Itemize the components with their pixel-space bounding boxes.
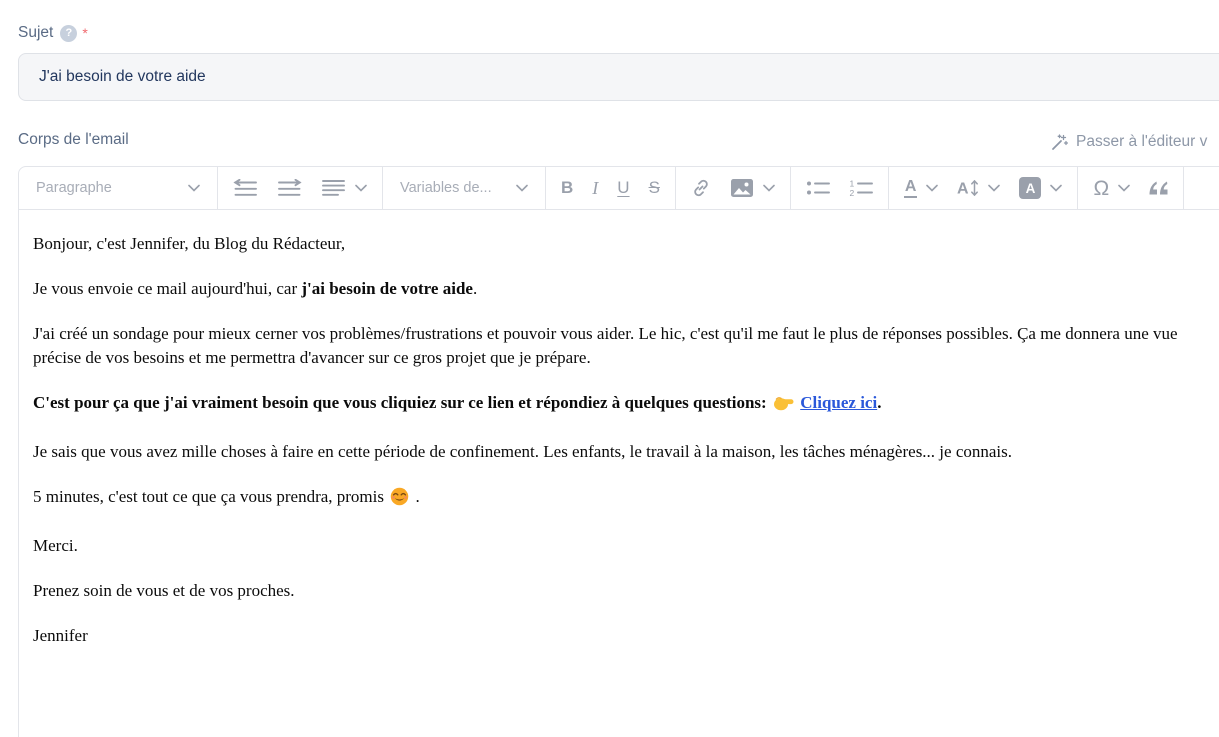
body-text-bold: . xyxy=(877,393,882,412)
chevron-down-icon xyxy=(355,184,367,192)
switch-editor-link[interactable] xyxy=(1051,133,1207,151)
body-text: Je sais que vous avez mille choses à faire en cette période de confinement. Les enfants, le travail à la maison, les tâches ménagères... je connais. xyxy=(33,442,1013,461)
smile-emoji xyxy=(390,487,409,513)
variables-value: Variables de... xyxy=(400,180,492,196)
svg-text:1: 1 xyxy=(849,179,855,189)
bullet-list-button[interactable] xyxy=(806,179,830,197)
body-text: Merci. xyxy=(33,536,78,555)
highlight-color-dropdown[interactable] xyxy=(1019,177,1062,199)
indent-icon xyxy=(277,179,302,197)
link-button[interactable] xyxy=(691,178,711,198)
body-text: Bonjour, c'est Jennifer, du Blog du Rédacteur, xyxy=(33,234,346,253)
editor-toolbar xyxy=(18,166,1219,210)
body-paragraph xyxy=(33,440,1212,464)
font-color-dropdown[interactable] xyxy=(904,179,939,198)
body-text: J'ai créé un sondage pour mieux cerner vos problèmes/frustrations et pouvoir vous aider. Le hic, c'est qu'il me faut le plus de réponses possibles. Ça me donnera une vue précise de vos besoins et me permettra d'avancer sur ce gros projet que je prépare. xyxy=(33,324,1178,367)
numbered-list-button[interactable] xyxy=(849,179,873,197)
subject-label-row xyxy=(18,24,88,42)
outdent-icon xyxy=(233,179,258,197)
body-text-bold: C'est pour ça que j'ai vraiment besoin que vous cliquiez sur ce lien et répondiez à quelques questions: xyxy=(33,393,771,412)
font-size-dropdown[interactable] xyxy=(957,179,1000,197)
quote-icon xyxy=(1149,181,1168,195)
underline-button[interactable]: U xyxy=(617,178,630,197)
blockquote-button[interactable] xyxy=(1149,181,1168,195)
align-text-icon xyxy=(321,179,346,197)
svg-text:2: 2 xyxy=(849,188,855,197)
chevron-down-icon xyxy=(1118,184,1130,192)
paragraph-style-value: Paragraphe xyxy=(36,180,112,196)
subject-label: Sujet xyxy=(18,24,54,41)
image-dropdown[interactable] xyxy=(730,178,775,198)
chevron-down-icon xyxy=(1050,184,1062,192)
body-paragraph xyxy=(33,232,1212,256)
indent-button[interactable] xyxy=(277,179,302,197)
strikethrough-button[interactable]: S xyxy=(648,178,660,197)
body-paragraph xyxy=(33,485,1212,513)
email-body-editor[interactable] xyxy=(18,210,1219,737)
body-text: Jennifer xyxy=(33,626,88,645)
alignment-dropdown[interactable] xyxy=(321,179,367,197)
omega-icon: Ω xyxy=(1093,176,1110,200)
link-icon xyxy=(691,178,711,198)
bullet-list-icon xyxy=(806,179,830,197)
body-text: . xyxy=(411,487,420,506)
toolbar-divider xyxy=(1183,167,1184,209)
chevron-down-icon xyxy=(988,184,1000,192)
bold-button[interactable]: B xyxy=(561,178,574,197)
magic-wand-icon xyxy=(1051,134,1068,151)
image-icon xyxy=(730,178,754,198)
outdent-button[interactable] xyxy=(233,179,258,197)
paragraph-style-dropdown[interactable] xyxy=(34,180,202,196)
cliquez-ici-link[interactable]: Cliquez ici xyxy=(800,393,878,412)
switch-editor-label: Passer à l'éditeur v xyxy=(1076,133,1208,150)
chevron-down-icon xyxy=(516,184,528,192)
subject-input[interactable] xyxy=(18,53,1219,101)
numbered-list-icon xyxy=(849,179,873,197)
body-paragraph xyxy=(33,624,1212,648)
body-label: Corps de l'email xyxy=(18,131,129,148)
body-text: Prenez soin de vous et de vos proches. xyxy=(33,581,295,600)
body-paragraph xyxy=(33,322,1212,370)
body-paragraph xyxy=(33,391,1212,419)
svg-text:A: A xyxy=(957,180,970,197)
variables-dropdown[interactable] xyxy=(398,180,530,196)
body-text: . xyxy=(472,279,478,298)
font-size-icon xyxy=(957,179,979,197)
body-paragraph xyxy=(33,534,1212,558)
italic-button[interactable]: I xyxy=(592,177,599,198)
chevron-down-icon xyxy=(188,184,200,192)
highlight-color-icon: A xyxy=(1019,177,1041,199)
special-characters-dropdown[interactable] xyxy=(1093,178,1130,199)
help-icon[interactable]: ? xyxy=(60,25,77,42)
body-paragraph xyxy=(33,277,1212,301)
body-text-bold: j'ai besoin de votre aide xyxy=(301,279,473,298)
chevron-down-icon xyxy=(926,184,938,192)
chevron-down-icon xyxy=(763,184,775,192)
required-asterisk: * xyxy=(82,25,88,41)
point-right-emoji xyxy=(773,392,794,419)
body-label-row xyxy=(18,131,129,149)
body-text: 5 minutes, c'est tout ce que ça vous prendra, promis xyxy=(33,487,389,506)
body-paragraph xyxy=(33,579,1212,603)
body-text: Je vous envoie ce mail aujourd'hui, car xyxy=(33,279,302,298)
font-color-icon: A xyxy=(904,179,918,198)
